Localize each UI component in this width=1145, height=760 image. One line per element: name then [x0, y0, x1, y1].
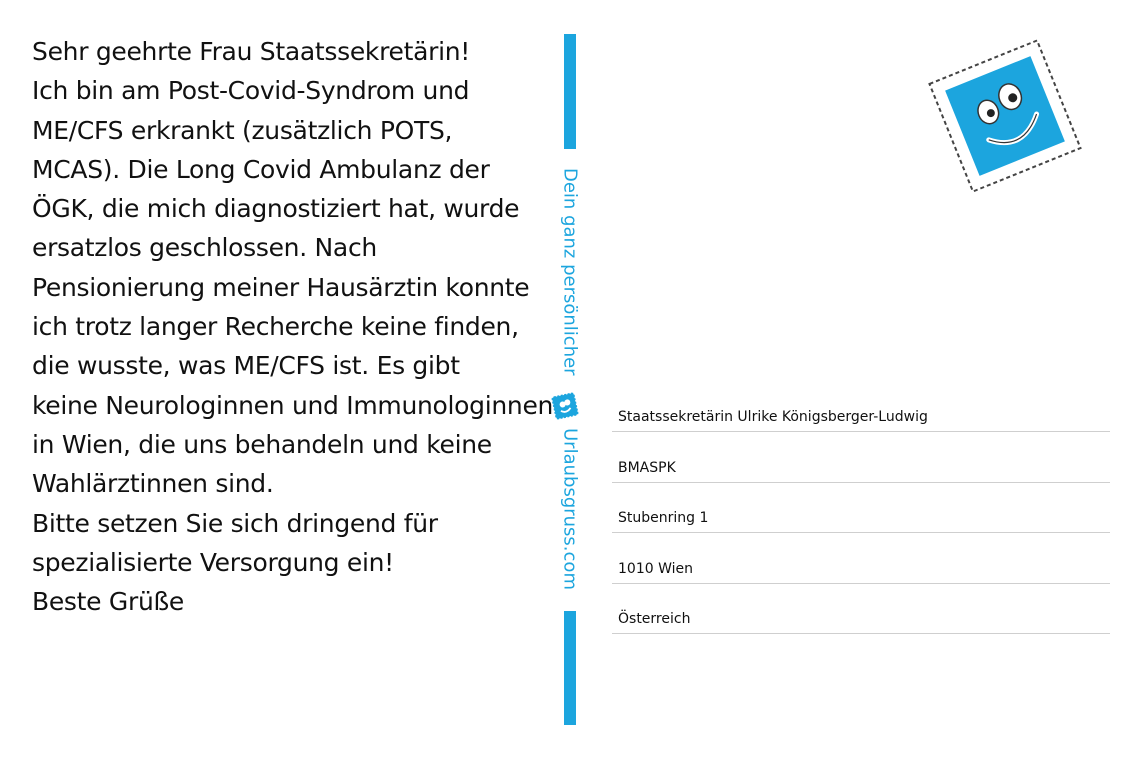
message-line: Ich bin am Post-Covid-Syndrom und [32, 76, 470, 106]
urlaubsgruss-logo-icon [550, 392, 580, 420]
address-line-recipient [612, 382, 1110, 432]
address-text: 1010 Wien [618, 560, 693, 577]
message-line: MCAS). Die Long Covid Ambulanz der [32, 154, 490, 184]
message-line: ersatzlos geschlossen. Nach [32, 233, 377, 263]
brand-site: Urlaubsgruss.com [559, 428, 581, 590]
message-line: Beste Grüße [32, 587, 185, 617]
message-line: spezialisierte Versorgung ein! [32, 547, 394, 577]
message-line: keine Neurologinnen und Immunologinnen [32, 390, 554, 420]
address-text: Österreich [618, 610, 691, 627]
address-text: Staatssekretärin Ulrike Königsberger-Ludwig [618, 409, 928, 426]
message-line: ÖGK, die mich diagnostiziert hat, wurde [32, 194, 520, 224]
address-line-country [612, 584, 1110, 634]
message-line: die wusste, was ME/CFS ist. Es gibt [32, 351, 460, 381]
address-line-organisation [612, 432, 1110, 482]
smiley-stamp-icon [915, 28, 1095, 204]
divider-bar-top [564, 34, 576, 149]
address-line-street [612, 483, 1110, 533]
message-line: Wahlärztinnen sind. [32, 469, 274, 499]
message-line: Pensionierung meiner Hausärztin konnte [32, 272, 530, 302]
handwritten-message [32, 32, 552, 621]
message-line: ich trotz langer Recherche keine finden, [32, 312, 519, 342]
message-line: in Wien, die uns behandeln und keine [32, 429, 492, 459]
message-line: ME/CFS erkrankt (zusätzlich POTS, [32, 115, 453, 145]
brand-tagline: Dein ganz persönlicher [559, 168, 581, 376]
divider-bar-bottom [564, 611, 576, 725]
message-line: Bitte setzen Sie sich dringend für [32, 508, 438, 538]
address-line-city [612, 533, 1110, 583]
address-text: BMASPK [618, 459, 676, 476]
message-line: Sehr geehrte Frau Staatssekretärin! [32, 37, 470, 66]
address-text: Stubenring 1 [618, 510, 709, 527]
address-block [612, 382, 1110, 634]
